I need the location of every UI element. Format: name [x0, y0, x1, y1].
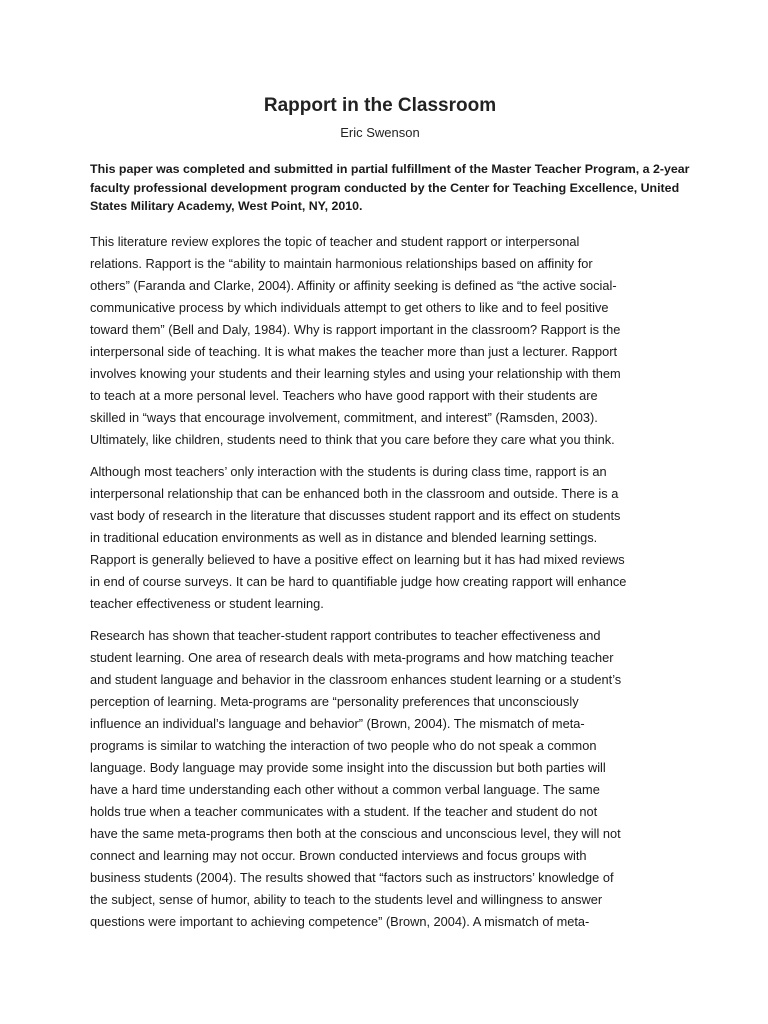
text-line: have a hard time understanding each other without a common verbal language. The same — [90, 781, 600, 797]
text-line: teacher effectiveness or student learning. — [90, 595, 324, 611]
paragraph-1 — [90, 231, 670, 451]
page-title: Rapport in the Classroom — [263, 95, 497, 116]
text-line: toward them” (Bell and Daly, 1984). Why is rapport important in the classroom? Rapport is the — [90, 321, 621, 337]
paragraph-3 — [90, 625, 670, 933]
note-line: States Military Academy, West Point, NY, 2010. — [90, 199, 363, 213]
text-line: connect and learning may not occur. Brown conducted interviews and focus groups with — [90, 847, 587, 863]
note-line: faculty professional development program conducted by the Center for Teaching Excellence, United — [90, 180, 680, 195]
text-line: have the same meta-programs then both at the conscious and unconscious level, they will not — [90, 825, 621, 841]
text-line: interpersonal side of teaching. It is what makes the teacher more than just a lecturer. Rapport — [90, 343, 618, 359]
text-line: questions were important to achieving competence” (Brown, 2004). A mismatch of meta- — [90, 913, 590, 929]
text-line: This literature review explores the topic of teacher and student rapport or interpersonal — [90, 233, 580, 249]
text-line: influence an individual’s language and behavior” (Brown, 2004). The mismatch of meta- — [90, 715, 585, 731]
text-line: skilled in “ways that encourage involvement, commitment, and interest” (Ramsden, 2003). — [90, 409, 598, 425]
author-name: Eric Swenson — [340, 125, 420, 140]
text-line: relations. Rapport is the “ability to maintain harmonious relationships based on affinity for — [90, 255, 593, 271]
text-line: perception of learning. Meta-programs are “personality preferences that unconsciously — [90, 693, 579, 709]
text-line: student learning. One area of research deals with meta-programs and how matching teacher — [90, 649, 614, 665]
document-page — [90, 94, 690, 943]
text-line: Research has shown that teacher-student rapport contributes to teacher effectiveness and — [90, 627, 601, 643]
paragraph-2 — [90, 461, 670, 615]
text-line: in traditional education environments as well as in distance and blended learning settings. — [90, 529, 598, 545]
text-line: communicative process by which individuals attempt to get others to like and to feel positive — [90, 299, 609, 315]
submission-note — [90, 160, 690, 216]
text-line: to teach at a more personal level. Teachers who have good rapport with their students are — [90, 387, 598, 403]
note-line: This paper was completed and submitted in partial fulfillment of the Master Teacher Program, a 2-year — [90, 162, 690, 176]
text-line: business students (2004). The results showed that “factors such as instructors’ knowledge of — [90, 869, 614, 885]
text-line: Rapport is generally believed to have a positive effect on learning but it has had mixed reviews — [90, 551, 625, 567]
text-line: involves knowing your students and their learning styles and using your relationship with them — [90, 365, 621, 381]
text-line: vast body of research in the literature that discusses student rapport and its effect on students — [90, 507, 621, 523]
text-line: and student language and behavior in the classroom enhances student learning or a student’s — [90, 671, 622, 687]
text-line: Ultimately, like children, students need to think that you care before they care what you think. — [90, 431, 615, 447]
text-line: language. Body language may provide some insight into the discussion but both parties will — [90, 759, 606, 775]
text-line: others” (Faranda and Clarke, 2004). Affinity or affinity seeking is defined as “the active social- — [90, 277, 617, 293]
text-line: programs is similar to watching the interaction of two people who do not speak a common — [90, 737, 597, 753]
text-line: in end of course surveys. It can be hard to quantifiable judge how creating rapport will enhance — [90, 573, 627, 589]
text-line: the subject, sense of humor, ability to teach to the students level and willingness to answer — [90, 891, 603, 907]
text-line: interpersonal relationship that can be enhanced both in the classroom and outside. There is a — [90, 485, 619, 501]
text-line: holds true when a teacher communicates with a student. If the teacher and student do not — [90, 803, 598, 819]
text-line: Although most teachers’ only interaction with the students is during class time, rapport is an — [90, 463, 607, 479]
